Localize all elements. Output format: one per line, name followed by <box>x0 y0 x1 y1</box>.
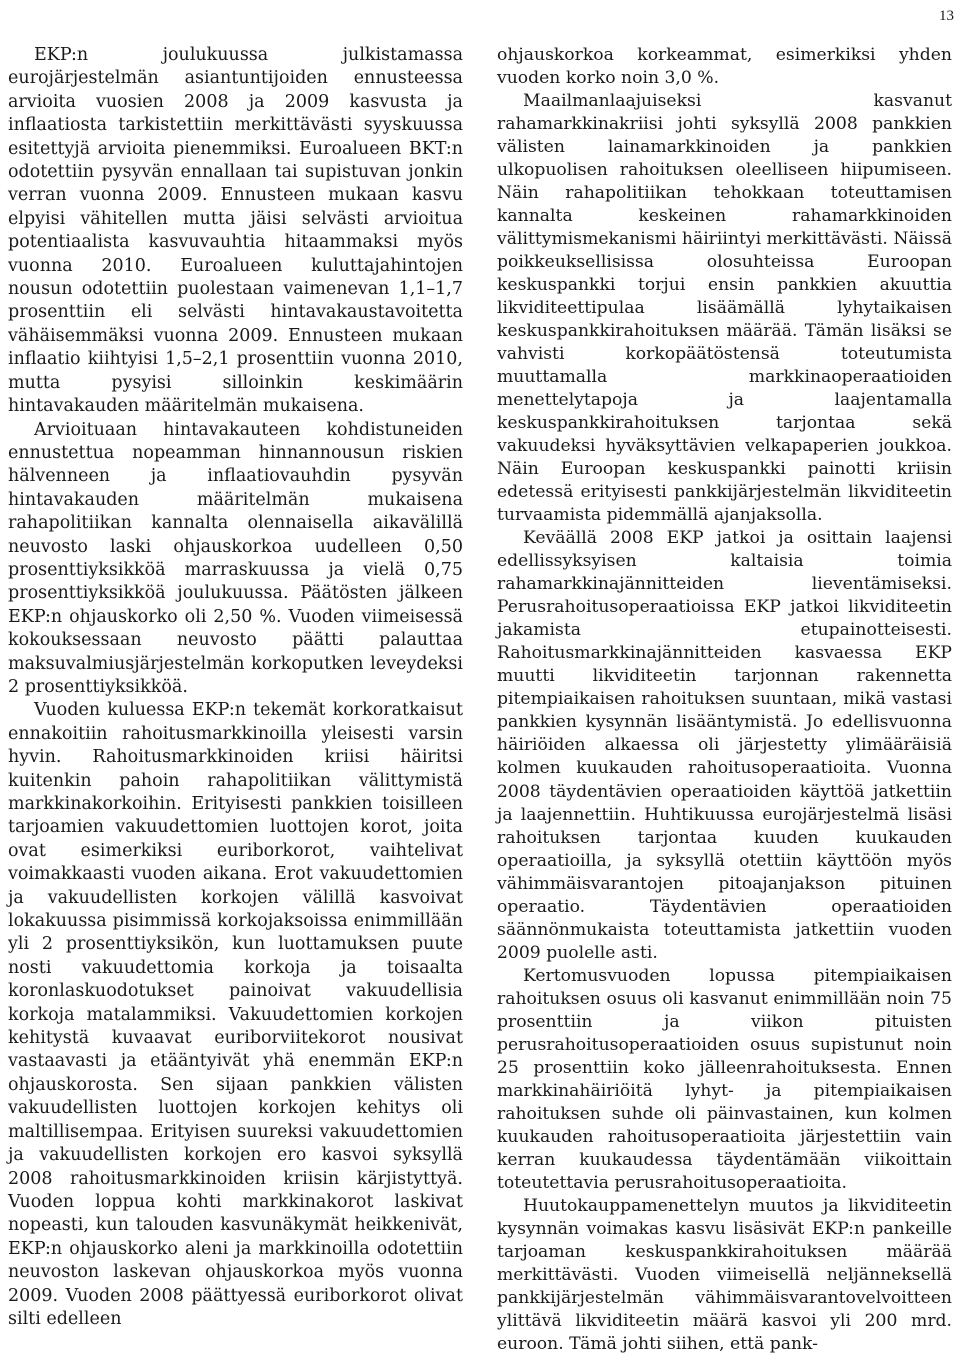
page-number: 13 <box>939 8 954 24</box>
left-paragraph-3: Vuoden kuluessa EKP:n tekemät korkoratkaisut ennakoitiin rahoitusmarkkinoilla yleisesti varsin hyvin. Rahoitusmarkkinoiden kriisi häiritsi kuitenkin pahoin rahapolitiikan välittymistä markkinakorkoihin. Erityisesti pankkien toisilleen tarjoamien vakuudettomien luottojen korot, joita ovat esimerkiksi euriborkorot, vaihtelivat voimakkaasti vuoden aikana. Erot vakuudettomien ja vakuudellisten korkojen välillä kasvoivat lokakuussa pisimmissä korkojaksoissa enimmillään yli 2 prosenttiyksikön, kun luottamuksen puute nosti vakuudettomia korkoja ja toisaalta koronlaskuodotukset painoivat vakuudellisia korkoja matalammiksi. Vakuudettomien korkojen kehitystä kuvaavat euriborviitekorot nousivat vastaavasti ja etääntyivät yhä enemmän EKP:n ohjauskorosta. Sen sijaan pankkien välisten vakuudellisten luottojen korkojen kehitys oli maltillisempaa. Erityisen suureksi vakuudettomien ja vakuudellisten korkojen ero kasvoi syksyllä 2008 rahoitusmarkkinoiden kriisin kärjistyttyä. Vuoden loppua kohti markkinakorot laskivat nopeasti, kun talouden kasvunäkymät heikkenivät, EKP:n ohjauskorko aleni ja markkinoilla odotettiin neuvoston laskevan ohjauskorkoa myös vuonna 2009. Vuoden 2008 päättyessä euriborkorot olivat silti edelleen <box>8 700 463 1329</box>
right-column <box>497 44 952 1356</box>
right-paragraph-1: ohjauskorkoa korkeammat, esimerkiksi yhden vuoden korko noin 3,0 %. <box>497 45 952 89</box>
right-paragraph-2: Maailmanlaajuiseksi kasvanut rahamarkkinakriisi johti syksyllä 2008 pankkien välisten lainamarkkinoiden ja pankkien ulkopuolisen rahoituksen oleelliseen hiipumiseen. Näin rahapolitiikan tehokkaan toteuttamisen kannalta keskeinen rahamarkkinoiden välittymismekanismi häiriintyi merkittävästi. Näissä poikkeuksellisissa olosuhteissa Euroopan keskuspankki torjui ensin pankkien akuuttia likviditeettipulaa lisäämällä lyhytaikaisen keskuspankkirahoituksen määrää. Tämän lisäksi se vahvisti korkopäätöstensä toteutumista muuttamalla markkinaoperaatioiden menettelytapoja ja laajentamalla keskuspankkirahoituksen tarjontaa sekä vakuudeksi hyväksyttävien velkapaperien joukkoa. Näin Euroopan keskuspankki painotti kriisin edetessä erityisesti pankkijärjestelmän likviditeetin turvaamista pidemmällä ajanjaksolla. <box>497 91 952 526</box>
left-paragraph-1: EKP:n joulukuussa julkistamassa eurojärjestelmän asiantuntijoiden ennusteessa arvioita vuosien 2008 ja 2009 kasvusta ja inflaatiosta tarkistettiin merkittävästi syyskuussa esitettyjä arvioita pienemmiksi. Euroalueen BKT:n odotettiin pysyvän ennallaan tai supistuvan jonkin verran vuonna 2009. Ennusteen mukaan kasvu elpyisi vähitellen mutta jäisi selvästi arvioitua potentiaalista kasvuvauhtia hitaammaksi myös vuonna 2010. Euroalueen kuluttajahintojen nousun odotettiin puolestaan vaimenevan 1,1–1,7 prosenttiin eli selvästi hintavakaustavoitetta vähäisemmäksi vuonna 2009. Ennusteen mukaan inflaatio kiihtyisi 1,5–2,1 prosenttiin vuonna 2010, mutta pysyisi silloinkin keskimäärin hintavakauden määritelmän mukaisena. <box>8 45 463 417</box>
left-paragraph-2: Arvioituaan hintavakauteen kohdistuneiden ennustettua nopeamman hinnannousun riskien hälvenneen ja inflaatiovauhdin pysyvän hintavakauden määritelmän mukaisena rahapolitiikan kannalta olennaisella aikavälillä neuvosto laski ohjauskorkoa uudelleen 0,50 prosenttiyksikköä marraskuussa ja vielä 0,75 prosenttiyksikköä joulukuussa. Päätösten jälkeen EKP:n ohjauskorko oli 2,50 %. Vuoden viimeisessä kokouksessaan neuvosto päätti palauttaa maksuvalmiusjärjestelmän korkoputken leveydeksi 2 prosenttiyksikköä. <box>8 419 463 697</box>
right-paragraph-3: Keväällä 2008 EKP jatkoi ja osittain laajensi edellissyksyisen kaltaisia toimia rahamarkkinajännitteiden lieventämiseksi. Perusrahoitusoperaatioissa EKP jatkoi likviditeetin jakamista etupainotteisesti. Rahoitusmarkkinajännitteiden kasvaessa EKP muutti likviditeetin tarjonnan rakennetta pitempiaikaisen rahoituksen suuntaan, mikä vastasi pankkien kysynnän lisääntymistä. Jo edellisvuonna häiriöiden alkaessa oli järjestetty ylimääräisiä kolmen kuukauden rahoitusoperaatioita. Vuonna 2008 täydentävien operaatioiden käyttöä jatkettiin ja laajennettiin. Huhtikuussa eurojärjestelmä lisäsi rahoituksen tarjontaa kuuden kuukauden operaatioilla, ja syksyllä otettiin käyttöön myös vähimmäisvarantojen pitoajanjakson pituinen operaatio. Täydentävien operaatioiden säännönmukaista toteuttamista jatkettiin vuoden 2009 puolelle asti. <box>497 528 952 963</box>
right-paragraph-4: Kertomusvuoden lopussa pitempiaikaisen rahoituksen osuus oli kasvanut enimmillään noin 75 prosenttiin ja viikon pituisten perusrahoitusoperaatioiden osuus supistunut noin 25 prosenttiin koko jälleenrahoituksesta. Ennen markkinahäiriöitä lyhyt- ja pitempiaikaisen rahoituksen suhde oli päinvastainen, kun kolmen kuukauden rahoitusoperaatioita järjestettiin vain kerran kuukaudessa täydentämään viikoittain toteutettavia perusrahoitusoperaatioita. <box>497 965 952 1193</box>
right-paragraph-5: Huutokauppamenettelyn muutos ja likviditeetin kysynnän voimakas kasvu lisäsivät EKP:n pankeille tarjoaman keskuspankkirahoituksen määrää merkittävästi. Vuoden viimeisellä neljänneksellä pankkijärjestelmän vähimmäisvarantovelvoitteen ylittävä likviditeetin määrä kasvoi yli 200 mrd. euroon. Tämä johti siihen, että pank- <box>497 1195 952 1354</box>
left-column <box>8 44 463 1331</box>
